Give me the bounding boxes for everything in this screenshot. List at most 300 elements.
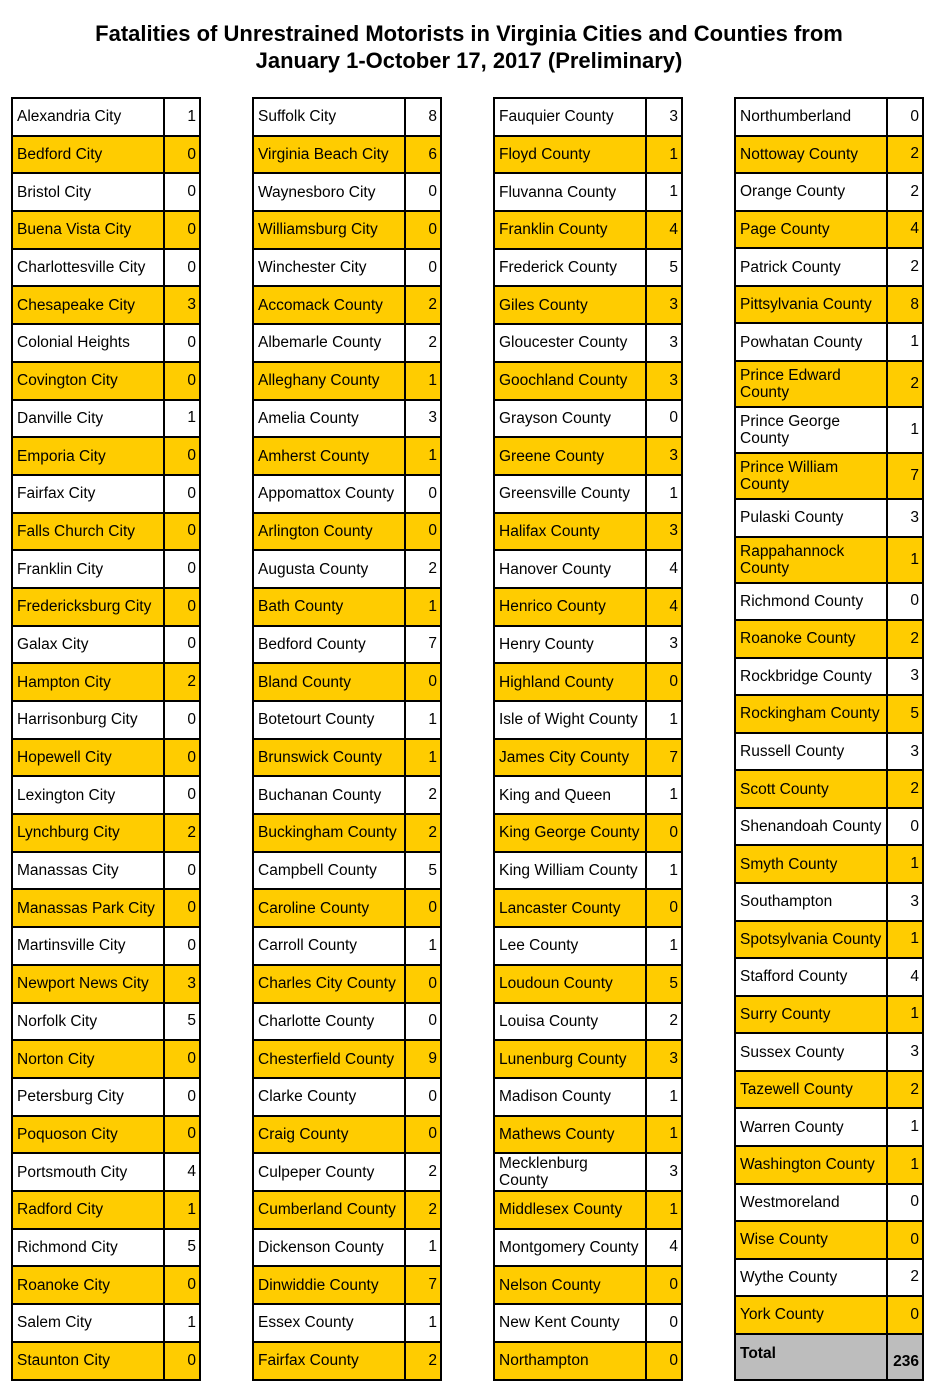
jurisdiction-name: Alexandria City [13,99,165,135]
jurisdiction-name: Alleghany County [254,363,406,399]
fatality-count: 0 [187,447,196,465]
table-row [736,846,922,884]
table-column-3 [493,97,683,1381]
fatality-count: 8 [910,295,919,313]
jurisdiction-name: Prince George County [736,408,888,452]
jurisdiction-name: New Kent County [495,1305,647,1341]
table-row [495,325,681,363]
table-row [13,1004,199,1042]
jurisdiction-name: Nottoway County [736,137,888,173]
fatality-count: 0 [910,1230,919,1248]
jurisdiction-name: Richmond County [736,584,888,620]
jurisdiction-name: Chesapeake City [13,287,165,323]
fatality-count: 0 [669,899,678,917]
table-row [254,287,440,325]
table-row [495,702,681,740]
jurisdiction-name: Carroll County [254,928,406,964]
table-row [736,1034,922,1072]
table-row [495,551,681,589]
jurisdiction-name: Amelia County [254,401,406,437]
jurisdiction-name: Greensville County [495,476,647,512]
jurisdiction-name: Fluvanna County [495,174,647,210]
fatality-count: 1 [187,409,196,427]
jurisdiction-name: Patrick County [736,249,888,285]
fatality-count: 0 [910,1193,919,1211]
table-row [254,363,440,401]
page-title [0,20,938,74]
table-row [495,401,681,439]
table-row [13,702,199,740]
jurisdiction-name: Henry County [495,627,647,663]
table-row [254,664,440,702]
jurisdiction-name: Gloucester County [495,325,647,361]
fatality-count: 2 [910,629,919,647]
jurisdiction-name: Shenandoah County [736,809,888,845]
fatality-count: 4 [669,220,678,238]
fatality-count: 1 [910,1155,919,1173]
table-row [736,454,922,500]
jurisdiction-name: Westmoreland [736,1185,888,1221]
fatality-count: 0 [187,1351,196,1369]
fatality-count: 1 [669,861,678,879]
fatality-count: 3 [669,333,678,351]
table-row [254,401,440,439]
title-line-1: Fatalities of Unrestrained Motorists in Virginia Cities and Counties from [95,21,843,46]
jurisdiction-name: Martinsville City [13,928,165,964]
jurisdiction-name: Hopewell City [13,740,165,776]
fatality-count: 0 [428,673,437,691]
table-row [13,1041,199,1079]
fatality-count: 1 [669,1125,678,1143]
fatality-count: 3 [910,508,919,526]
table-row [13,363,199,401]
table-row [495,250,681,288]
jurisdiction-name: Madison County [495,1079,647,1115]
table-row [495,212,681,250]
table-column-1 [11,97,201,1381]
fatality-count: 3 [669,635,678,653]
jurisdiction-name: Franklin City [13,551,165,587]
table-row [736,287,922,325]
table-row [495,589,681,627]
jurisdiction-name: Colonial Heights [13,325,165,361]
table-row [495,287,681,325]
table-row [13,250,199,288]
table-row [736,408,922,454]
table-row [13,1079,199,1117]
table-row [254,1230,440,1268]
jurisdiction-name: Fredericksburg City [13,589,165,625]
fatality-count: 7 [910,466,919,484]
fatality-count: 3 [669,1163,678,1181]
fatality-count: 4 [910,220,919,238]
fatality-count: 5 [910,704,919,722]
table-row [495,1230,681,1268]
jurisdiction-name: Richmond City [13,1230,165,1266]
total-value: 236 [893,1352,919,1370]
total-label: Total [736,1335,888,1379]
table-row [254,627,440,665]
jurisdiction-name: Salem City [13,1305,165,1341]
table-row [254,1004,440,1042]
jurisdiction-name: Lunenburg County [495,1041,647,1077]
table-row [13,514,199,552]
jurisdiction-name: Prince Edward County [736,362,888,406]
jurisdiction-name: Bland County [254,664,406,700]
jurisdiction-name: Botetourt County [254,702,406,738]
fatality-count: 0 [428,258,437,276]
jurisdiction-name: Charlottesville City [13,250,165,286]
table-row [254,212,440,250]
jurisdiction-name: Powhatan County [736,324,888,360]
table-row [13,740,199,778]
fatality-count: 3 [669,107,678,125]
table-row [495,740,681,778]
table-row [736,696,922,734]
table-row [495,966,681,1004]
fatality-count: 2 [187,673,196,691]
jurisdiction-name: Middlesex County [495,1192,647,1228]
table-row [13,627,199,665]
table-row [254,551,440,589]
fatality-count: 4 [669,1238,678,1256]
jurisdiction-name: Lexington City [13,777,165,813]
fatality-count: 2 [910,780,919,798]
fatality-count: 1 [910,1118,919,1136]
jurisdiction-name: Floyd County [495,137,647,173]
table-row [254,514,440,552]
jurisdiction-name: Galax City [13,627,165,663]
table-row [736,500,922,538]
jurisdiction-name: Fairfax County [254,1343,406,1379]
jurisdiction-name: Cumberland County [254,1192,406,1228]
fatality-count: 0 [187,522,196,540]
jurisdiction-name: Spotsylvania County [736,922,888,958]
fatality-count: 1 [428,447,437,465]
jurisdiction-name: Tazewell County [736,1072,888,1108]
table-row [254,815,440,853]
jurisdiction-name: Surry County [736,997,888,1033]
jurisdiction-name: Wythe County [736,1260,888,1296]
jurisdiction-name: Orange County [736,174,888,210]
jurisdiction-name: Manassas Park City [13,890,165,926]
table-row [254,702,440,740]
jurisdiction-name: Albemarle County [254,325,406,361]
table-row [254,1079,440,1117]
table-row [495,476,681,514]
table-row [495,815,681,853]
jurisdiction-name: Charlotte County [254,1004,406,1040]
table-row [736,771,922,809]
fatality-count: 1 [428,748,437,766]
table-row [736,584,922,622]
jurisdiction-name: Henrico County [495,589,647,625]
fatality-count: 1 [910,855,919,873]
jurisdiction-name: Bath County [254,589,406,625]
fatality-count: 5 [428,861,437,879]
table-row [736,1222,922,1260]
table-row [736,538,922,584]
jurisdiction-name: Page County [736,212,888,248]
jurisdiction-name: Accomack County [254,287,406,323]
fatality-count: 1 [910,333,919,351]
fatality-count: 0 [428,484,437,502]
table-row [13,99,199,137]
jurisdiction-name: James City County [495,740,647,776]
jurisdiction-name: Rockingham County [736,696,888,732]
table-row [736,137,922,175]
jurisdiction-name: Goochland County [495,363,647,399]
fatality-count: 4 [187,1163,196,1181]
fatality-count: 0 [910,592,919,610]
jurisdiction-name: Washington County [736,1147,888,1183]
table-row [495,777,681,815]
table-row [495,1192,681,1230]
jurisdiction-name: Warren County [736,1109,888,1145]
fatality-count: 0 [669,1313,678,1331]
fatality-count: 9 [428,1050,437,1068]
fatality-count: 0 [910,107,919,125]
fatality-count: 0 [187,1087,196,1105]
table-row [13,815,199,853]
fatality-count: 2 [428,1351,437,1369]
jurisdiction-name: Frederick County [495,250,647,286]
fatality-count: 5 [187,1012,196,1030]
jurisdiction-name: Charles City County [254,966,406,1002]
jurisdiction-name: King George County [495,815,647,851]
fatality-count: 1 [428,1313,437,1331]
fatality-count: 1 [669,786,678,804]
table-row [495,1079,681,1117]
fatality-count: 1 [187,1313,196,1331]
table-row [736,1185,922,1223]
fatality-count: 0 [428,522,437,540]
table-row [736,959,922,997]
table-row [254,1192,440,1230]
jurisdiction-name: Buena Vista City [13,212,165,248]
jurisdiction-name: Smyth County [736,846,888,882]
table-row [495,890,681,928]
table-row [13,476,199,514]
jurisdiction-name: Southampton [736,884,888,920]
jurisdiction-name: Fauquier County [495,99,647,135]
fatality-count: 3 [669,296,678,314]
fatality-count: 0 [187,220,196,238]
jurisdiction-name: Grayson County [495,401,647,437]
jurisdiction-name: King and Queen [495,777,647,813]
jurisdiction-name: Suffolk City [254,99,406,135]
jurisdiction-name: Pulaski County [736,500,888,536]
jurisdiction-name: Bedford City [13,137,165,173]
jurisdiction-name: Harrisonburg City [13,702,165,738]
table-row [736,1109,922,1147]
table-row [13,137,199,175]
jurisdiction-name: Clarke County [254,1079,406,1115]
jurisdiction-name: Poquoson City [13,1117,165,1153]
jurisdiction-name: Greene County [495,438,647,474]
jurisdiction-name: Dickenson County [254,1230,406,1266]
table-row [254,438,440,476]
table-row [495,1154,681,1192]
jurisdiction-name: Amherst County [254,438,406,474]
table-row [254,1041,440,1079]
fatality-count: 2 [910,258,919,276]
fatality-count: 3 [669,522,678,540]
table-row [495,627,681,665]
jurisdiction-name: Portsmouth City [13,1154,165,1190]
table-row [495,438,681,476]
fatality-count: 0 [187,1276,196,1294]
fatality-count: 1 [669,145,678,163]
fatality-count: 0 [669,1276,678,1294]
table-row [736,99,922,137]
jurisdiction-name: Highland County [495,664,647,700]
fatality-count: 0 [187,786,196,804]
fatality-count: 5 [187,1238,196,1256]
fatality-count: 5 [669,974,678,992]
table-row [13,777,199,815]
table-row [13,1192,199,1230]
fatality-count: 0 [187,560,196,578]
fatality-count: 2 [910,145,919,163]
jurisdiction-name: Sussex County [736,1034,888,1070]
jurisdiction-name: Northumberland [736,99,888,135]
fatality-count: 0 [187,333,196,351]
fatality-count: 2 [428,333,437,351]
jurisdiction-name: Buckingham County [254,815,406,851]
fatality-count: 1 [669,936,678,954]
fatality-count: 2 [910,374,919,392]
jurisdiction-name: Chesterfield County [254,1041,406,1077]
fatality-count: 0 [187,861,196,879]
fatality-count: 2 [428,560,437,578]
table-row [736,809,922,847]
table-row [13,212,199,250]
jurisdiction-name: Covington City [13,363,165,399]
jurisdiction-name: Nelson County [495,1267,647,1303]
jurisdiction-name: Bedford County [254,627,406,663]
fatality-count: 0 [187,748,196,766]
fatality-count: 2 [428,1163,437,1181]
jurisdiction-name: Buchanan County [254,777,406,813]
jurisdiction-name: Montgomery County [495,1230,647,1266]
jurisdiction-name: Mathews County [495,1117,647,1153]
fatality-count: 0 [428,183,437,201]
table-row [495,664,681,702]
jurisdiction-name: York County [736,1297,888,1333]
table-row [736,659,922,697]
fatality-count: 2 [428,823,437,841]
fatality-count: 1 [910,420,919,438]
table-row [736,324,922,362]
jurisdiction-name: Campbell County [254,853,406,889]
jurisdiction-name: Rockbridge County [736,659,888,695]
fatality-count: 0 [428,1012,437,1030]
jurisdiction-name: Louisa County [495,1004,647,1040]
jurisdiction-name: Manassas City [13,853,165,889]
fatality-count: 3 [187,974,196,992]
table-row [495,1267,681,1305]
fatality-count: 0 [910,817,919,835]
table-row [736,922,922,960]
table-row [495,1117,681,1155]
table-row [495,1343,681,1379]
jurisdiction-name: Emporia City [13,438,165,474]
fatality-count: 0 [187,258,196,276]
fatality-count: 0 [428,1125,437,1143]
jurisdiction-name: Virginia Beach City [254,137,406,173]
fatality-count: 2 [187,823,196,841]
jurisdiction-name: Lee County [495,928,647,964]
table-column-4 [734,97,924,1381]
table-row [254,966,440,1004]
table-row [495,853,681,891]
jurisdiction-name: Arlington County [254,514,406,550]
jurisdiction-name: Rappahannock County [736,538,888,582]
fatality-count: 0 [428,974,437,992]
fatality-count: 5 [669,258,678,276]
table-row [13,325,199,363]
table-row [736,1260,922,1298]
table-row [13,664,199,702]
table-row [13,1267,199,1305]
fatality-count: 2 [910,1080,919,1098]
fatality-count: 0 [187,1125,196,1143]
jurisdiction-name: Franklin County [495,212,647,248]
fatality-count: 1 [428,597,437,615]
fatality-count: 1 [669,183,678,201]
table-row [495,514,681,552]
jurisdiction-name: Lynchburg City [13,815,165,851]
table-row [495,99,681,137]
fatality-count: 0 [187,899,196,917]
jurisdiction-name: Russell County [736,734,888,770]
jurisdiction-name: Wise County [736,1222,888,1258]
table-row [495,174,681,212]
jurisdiction-name: Lancaster County [495,890,647,926]
table-row [254,1305,440,1343]
jurisdiction-name: Bristol City [13,174,165,210]
jurisdiction-name: Appomattox County [254,476,406,512]
table-row [13,174,199,212]
jurisdiction-name: Norton City [13,1041,165,1077]
fatality-count: 0 [187,371,196,389]
fatality-count: 2 [910,182,919,200]
fatality-count: 1 [669,710,678,728]
table-column-2 [252,97,442,1381]
jurisdiction-name: Staunton City [13,1343,165,1379]
fatality-count: 2 [910,1268,919,1286]
table-row [736,621,922,659]
jurisdiction-name: Essex County [254,1305,406,1341]
table-row [736,1297,922,1335]
table-row [254,476,440,514]
fatality-count: 8 [428,107,437,125]
table-row [254,325,440,363]
table-row [736,249,922,287]
table-row [736,174,922,212]
jurisdiction-name: Northampton [495,1343,647,1379]
fatality-count: 3 [428,409,437,427]
total-row [736,1335,922,1379]
fatality-count: 1 [187,107,196,125]
jurisdiction-name: Pittsylvania County [736,287,888,323]
table-row [13,1117,199,1155]
table-row [736,997,922,1035]
table-row [736,734,922,772]
jurisdiction-name: Falls Church City [13,514,165,550]
jurisdiction-name: Williamsburg City [254,212,406,248]
